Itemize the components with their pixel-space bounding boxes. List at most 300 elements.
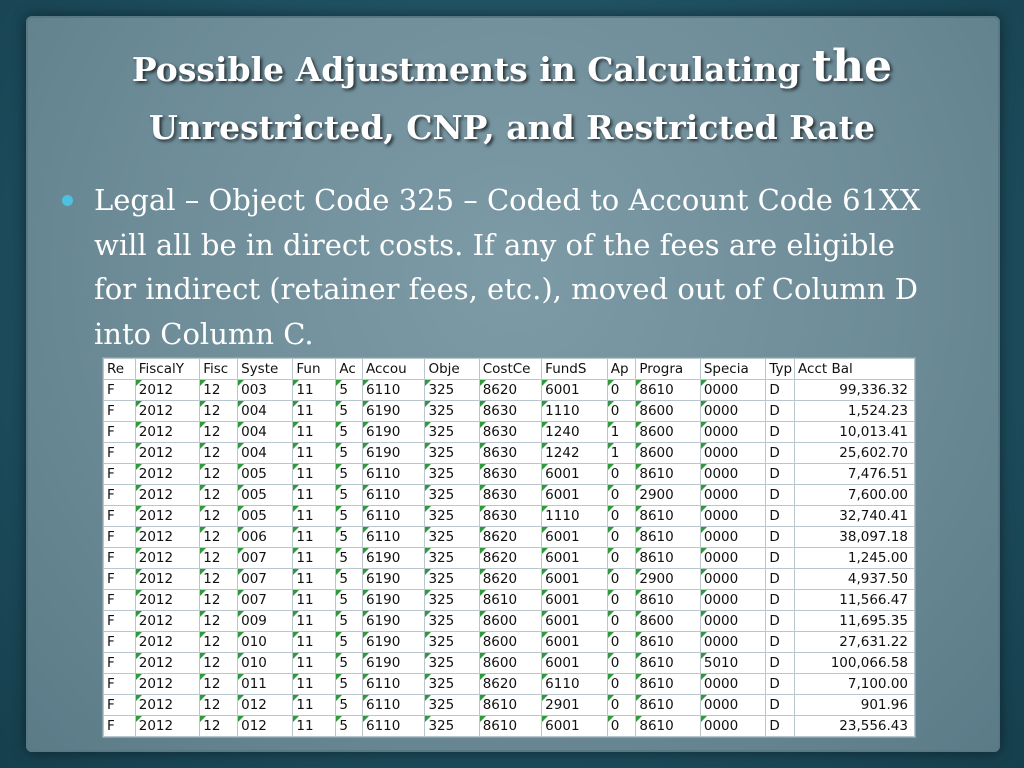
table-cell: 012 [238, 716, 293, 737]
table-row [104, 569, 915, 590]
table-row [104, 380, 915, 401]
table-cell: F [104, 548, 136, 569]
table-cell: 004 [238, 443, 293, 464]
table-cell: 6110 [363, 485, 425, 506]
table-cell: 10,013.41 [795, 422, 915, 443]
table-cell: 6190 [363, 590, 425, 611]
table-cell: 5 [336, 695, 363, 716]
table-cell: 2012 [135, 485, 200, 506]
column-header: FundS [542, 359, 608, 380]
table-cell: 2012 [135, 401, 200, 422]
title-line-1-main: Possible Adjustments in Calculating [131, 50, 812, 89]
table-cell: 12 [200, 674, 238, 695]
table-cell: 0 [607, 695, 636, 716]
bullet-dot-icon [62, 195, 73, 206]
table-cell: 5 [336, 443, 363, 464]
table-cell: 325 [425, 716, 479, 737]
table-cell: 006 [238, 527, 293, 548]
table-cell: 0 [607, 653, 636, 674]
table-cell: 0 [607, 506, 636, 527]
column-header: Specia [700, 359, 766, 380]
table-cell: 2012 [135, 464, 200, 485]
table-cell: D [766, 695, 795, 716]
table-cell: 1 [607, 422, 636, 443]
table-cell: 5 [336, 611, 363, 632]
table-cell: 0000 [700, 464, 766, 485]
table-cell: 12 [200, 485, 238, 506]
table-cell: 8620 [479, 569, 541, 590]
table-cell: 11 [293, 422, 336, 443]
table-cell: 6001 [542, 632, 608, 653]
table-cell: 325 [425, 464, 479, 485]
account-table [103, 358, 915, 737]
table-cell: 5 [336, 485, 363, 506]
table-cell: 2901 [542, 695, 608, 716]
table-cell: 0 [607, 716, 636, 737]
table-cell: 003 [238, 380, 293, 401]
table-cell: 8600 [479, 632, 541, 653]
table-cell: 5 [336, 422, 363, 443]
table-cell: 2012 [135, 590, 200, 611]
column-header: Fun [293, 359, 336, 380]
table-cell: 11 [293, 611, 336, 632]
table-cell: 007 [238, 590, 293, 611]
table-cell: 12 [200, 716, 238, 737]
table-cell: F [104, 695, 136, 716]
table-cell: 0000 [700, 716, 766, 737]
table-cell: 8620 [479, 527, 541, 548]
table-cell: 1,245.00 [795, 548, 915, 569]
table-cell: 004 [238, 401, 293, 422]
table-cell: 12 [200, 527, 238, 548]
table-cell: 12 [200, 548, 238, 569]
table-cell: 12 [200, 611, 238, 632]
table-cell: 2012 [135, 611, 200, 632]
table-row [104, 401, 915, 422]
table-cell: 8610 [636, 590, 701, 611]
table-row [104, 506, 915, 527]
header-row [104, 359, 915, 380]
table-cell: 8610 [636, 380, 701, 401]
table-cell: 6001 [542, 590, 608, 611]
table-cell: 5 [336, 653, 363, 674]
table-cell: 8630 [479, 464, 541, 485]
table-cell: 5 [336, 590, 363, 611]
table-cell: 11 [293, 401, 336, 422]
table-cell: 0 [607, 485, 636, 506]
table-cell: 5 [336, 569, 363, 590]
table-cell: 6110 [363, 674, 425, 695]
table-cell: D [766, 527, 795, 548]
table-cell: 6190 [363, 443, 425, 464]
table-cell: 009 [238, 611, 293, 632]
table-cell: 6001 [542, 485, 608, 506]
table-cell: 8630 [479, 485, 541, 506]
table-cell: 8610 [636, 653, 701, 674]
table-cell: F [104, 464, 136, 485]
table-cell: 12 [200, 443, 238, 464]
table-cell: 11 [293, 632, 336, 653]
account-table-image [102, 357, 916, 738]
table-cell: 5 [336, 632, 363, 653]
table-cell: 0 [607, 401, 636, 422]
title-line-1-emphasis: the [811, 41, 893, 92]
table-cell: 005 [238, 506, 293, 527]
table-cell: 010 [238, 632, 293, 653]
table-cell: 1240 [542, 422, 608, 443]
title-line-2: Unrestricted, CNP, and Restricted Rate [148, 108, 876, 147]
table-cell: 007 [238, 548, 293, 569]
table-cell: 6001 [542, 464, 608, 485]
table-cell: D [766, 653, 795, 674]
table-cell: 0 [607, 380, 636, 401]
table-cell: 0 [607, 632, 636, 653]
table-cell: 325 [425, 632, 479, 653]
column-header: Obje [425, 359, 479, 380]
table-cell: 8610 [636, 674, 701, 695]
table-cell: 8600 [636, 443, 701, 464]
table-cell: 12 [200, 401, 238, 422]
table-cell: 2012 [135, 548, 200, 569]
table-cell: 99,336.32 [795, 380, 915, 401]
table-cell: 0000 [700, 443, 766, 464]
table-cell: 6110 [363, 716, 425, 737]
table-cell: 8620 [479, 548, 541, 569]
table-cell: F [104, 716, 136, 737]
slide-title [40, 38, 984, 157]
table-cell: 6001 [542, 716, 608, 737]
table-cell: F [104, 653, 136, 674]
table-cell: 5 [336, 401, 363, 422]
table-cell: 8610 [636, 716, 701, 737]
table-cell: 8600 [479, 653, 541, 674]
table-cell: 11,695.35 [795, 611, 915, 632]
table-cell: 12 [200, 632, 238, 653]
table-cell: F [104, 632, 136, 653]
table-row [104, 485, 915, 506]
table-cell: 6110 [363, 527, 425, 548]
table-cell: 12 [200, 464, 238, 485]
table-row [104, 527, 915, 548]
table-cell: 11 [293, 485, 336, 506]
table-cell: 0 [607, 611, 636, 632]
table-cell: 5 [336, 548, 363, 569]
table-cell: D [766, 422, 795, 443]
table-cell: F [104, 527, 136, 548]
table-cell: 11 [293, 443, 336, 464]
table-cell: 0 [607, 527, 636, 548]
table-cell: 12 [200, 380, 238, 401]
table-row [104, 674, 915, 695]
table-cell: 8610 [636, 695, 701, 716]
table-cell: 11 [293, 527, 336, 548]
table-row [104, 632, 915, 653]
table-cell: 8630 [479, 443, 541, 464]
table-cell: D [766, 380, 795, 401]
table-cell: 25,602.70 [795, 443, 915, 464]
table-cell: D [766, 632, 795, 653]
table-row [104, 548, 915, 569]
column-header: Typ [766, 359, 795, 380]
table-cell: 0000 [700, 569, 766, 590]
table-cell: 12 [200, 506, 238, 527]
table-cell: 0000 [700, 401, 766, 422]
table-cell: 2900 [636, 485, 701, 506]
table-cell: 6110 [363, 464, 425, 485]
column-header: Syste [238, 359, 293, 380]
table-body [104, 380, 915, 737]
table-cell: D [766, 548, 795, 569]
table-cell: 100,066.58 [795, 653, 915, 674]
table-cell: 11 [293, 569, 336, 590]
table-cell: 6190 [363, 632, 425, 653]
table-cell: 901.96 [795, 695, 915, 716]
table-cell: 6001 [542, 527, 608, 548]
table-cell: 325 [425, 443, 479, 464]
table-cell: 6001 [542, 548, 608, 569]
table-cell: 8630 [479, 506, 541, 527]
table-cell: 0000 [700, 695, 766, 716]
table-cell: 325 [425, 422, 479, 443]
table-cell: F [104, 569, 136, 590]
table-cell: 38,097.18 [795, 527, 915, 548]
table-cell: 012 [238, 695, 293, 716]
table-cell: F [104, 674, 136, 695]
table-cell: 0 [607, 569, 636, 590]
table-cell: 8620 [479, 674, 541, 695]
table-cell: 6190 [363, 569, 425, 590]
table-cell: 7,600.00 [795, 485, 915, 506]
table-cell: 11 [293, 464, 336, 485]
table-cell: D [766, 443, 795, 464]
table-cell: 005 [238, 485, 293, 506]
table-cell: F [104, 485, 136, 506]
table-row [104, 695, 915, 716]
table-cell: D [766, 464, 795, 485]
table-cell: 6190 [363, 611, 425, 632]
table-cell: 0000 [700, 632, 766, 653]
table-cell: 325 [425, 611, 479, 632]
table-cell: 11 [293, 380, 336, 401]
table-row [104, 611, 915, 632]
table-cell: 2012 [135, 674, 200, 695]
table-row [104, 443, 915, 464]
table-cell: 0000 [700, 548, 766, 569]
table-cell: 6001 [542, 380, 608, 401]
table-cell: 8600 [479, 611, 541, 632]
column-header: FiscalY [135, 359, 200, 380]
table-cell: 0 [607, 464, 636, 485]
table-cell: D [766, 401, 795, 422]
table-cell: F [104, 506, 136, 527]
table-cell: 2012 [135, 443, 200, 464]
table-cell: 6190 [363, 401, 425, 422]
table-cell: 11 [293, 548, 336, 569]
table-cell: 004 [238, 422, 293, 443]
table-cell: 8610 [479, 590, 541, 611]
table-cell: 8630 [479, 401, 541, 422]
table-cell: 0000 [700, 674, 766, 695]
table-cell: 325 [425, 401, 479, 422]
table-cell: 325 [425, 527, 479, 548]
table-cell: 1 [607, 443, 636, 464]
table-cell: 8600 [636, 611, 701, 632]
table-cell: 010 [238, 653, 293, 674]
table-cell: D [766, 590, 795, 611]
table-cell: 8630 [479, 422, 541, 443]
column-header: Fisc [200, 359, 238, 380]
table-row [104, 464, 915, 485]
table-cell: D [766, 674, 795, 695]
table-cell: 325 [425, 506, 479, 527]
table-cell: 11 [293, 695, 336, 716]
table-cell: 8610 [479, 695, 541, 716]
table-cell: 6190 [363, 653, 425, 674]
table-cell: 11,566.47 [795, 590, 915, 611]
table-cell: 8610 [636, 464, 701, 485]
column-header: CostCe [479, 359, 541, 380]
table-cell: 2012 [135, 527, 200, 548]
table-cell: D [766, 611, 795, 632]
table-cell: 6110 [363, 506, 425, 527]
column-header: Progra [636, 359, 701, 380]
table-cell: 0 [607, 548, 636, 569]
table-cell: 0000 [700, 422, 766, 443]
table-cell: D [766, 569, 795, 590]
table-cell: 2012 [135, 632, 200, 653]
table-cell: 1110 [542, 506, 608, 527]
table-cell: 2012 [135, 695, 200, 716]
table-cell: 32,740.41 [795, 506, 915, 527]
table-cell: 5 [336, 464, 363, 485]
table-cell: 325 [425, 548, 479, 569]
table-row [104, 590, 915, 611]
table-cell: 0000 [700, 611, 766, 632]
table-cell: 011 [238, 674, 293, 695]
table-header [104, 359, 915, 380]
table-cell: 1110 [542, 401, 608, 422]
table-cell: 005 [238, 464, 293, 485]
table-cell: F [104, 443, 136, 464]
table-cell: D [766, 485, 795, 506]
table-cell: 5 [336, 527, 363, 548]
table-cell: 11 [293, 653, 336, 674]
table-cell: 0000 [700, 527, 766, 548]
table-cell: 0000 [700, 485, 766, 506]
table-cell: 1,524.23 [795, 401, 915, 422]
title-line-1 [40, 38, 984, 99]
table-cell: F [104, 380, 136, 401]
table-cell: 325 [425, 653, 479, 674]
table-cell: 8610 [479, 716, 541, 737]
table-cell: 325 [425, 485, 479, 506]
bullet-item [62, 178, 942, 356]
table-cell: 8610 [636, 548, 701, 569]
table-row [104, 422, 915, 443]
table-cell: 5 [336, 716, 363, 737]
table-cell: D [766, 716, 795, 737]
table-row [104, 653, 915, 674]
table-cell: 0 [607, 590, 636, 611]
table-cell: 12 [200, 569, 238, 590]
table-cell: D [766, 506, 795, 527]
table-cell: 8610 [636, 632, 701, 653]
table-cell: 12 [200, 695, 238, 716]
table-cell: 8600 [636, 422, 701, 443]
table-cell: 2012 [135, 380, 200, 401]
table-cell: 6190 [363, 548, 425, 569]
table-cell: 7,100.00 [795, 674, 915, 695]
table-cell: 12 [200, 590, 238, 611]
table-cell: F [104, 611, 136, 632]
table-cell: 2012 [135, 653, 200, 674]
column-header: Ac [336, 359, 363, 380]
table-cell: 11 [293, 674, 336, 695]
table-cell: 325 [425, 590, 479, 611]
column-header: Ap [607, 359, 636, 380]
table-cell: 6110 [542, 674, 608, 695]
table-cell: 0000 [700, 380, 766, 401]
table-cell: 2012 [135, 569, 200, 590]
table-cell: 27,631.22 [795, 632, 915, 653]
table-cell: 6001 [542, 653, 608, 674]
table-cell: 325 [425, 569, 479, 590]
table-cell: 2012 [135, 506, 200, 527]
table-cell: 5010 [700, 653, 766, 674]
table-row [104, 716, 915, 737]
column-header: Acct Bal [795, 359, 915, 380]
table-cell: 325 [425, 380, 479, 401]
table-cell: 0000 [700, 506, 766, 527]
table-cell: 11 [293, 716, 336, 737]
table-cell: 007 [238, 569, 293, 590]
table-cell: 4,937.50 [795, 569, 915, 590]
table-cell: F [104, 422, 136, 443]
table-cell: 2012 [135, 422, 200, 443]
table-cell: 12 [200, 422, 238, 443]
table-cell: 6110 [363, 695, 425, 716]
table-cell: 23,556.43 [795, 716, 915, 737]
table-cell: 8600 [636, 401, 701, 422]
table-cell: 325 [425, 695, 479, 716]
table-cell: F [104, 590, 136, 611]
table-cell: 8610 [636, 506, 701, 527]
column-header: Re [104, 359, 136, 380]
column-header: Accou [363, 359, 425, 380]
table-cell: 5 [336, 506, 363, 527]
table-cell: 8610 [636, 527, 701, 548]
table-cell: 6001 [542, 611, 608, 632]
table-cell: 1242 [542, 443, 608, 464]
table-cell: 8620 [479, 380, 541, 401]
table-cell: 6001 [542, 569, 608, 590]
table-cell: 6190 [363, 422, 425, 443]
table-cell: 11 [293, 590, 336, 611]
table-cell: 6110 [363, 380, 425, 401]
table-cell: 5 [336, 674, 363, 695]
bullet-text: Legal – Object Code 325 – Coded to Account Code 61XX will all be in direct costs. If any of the fees are eligible for indirect (retainer fees, etc.), moved out of Column D into Column C. [94, 183, 921, 351]
table-cell: F [104, 401, 136, 422]
table-cell: 0 [607, 674, 636, 695]
table-cell: 0000 [700, 590, 766, 611]
table-cell: 325 [425, 674, 479, 695]
table-cell: 12 [200, 653, 238, 674]
table-cell: 11 [293, 506, 336, 527]
table-cell: 5 [336, 380, 363, 401]
table-cell: 2012 [135, 716, 200, 737]
table-cell: 7,476.51 [795, 464, 915, 485]
table-cell: 2900 [636, 569, 701, 590]
